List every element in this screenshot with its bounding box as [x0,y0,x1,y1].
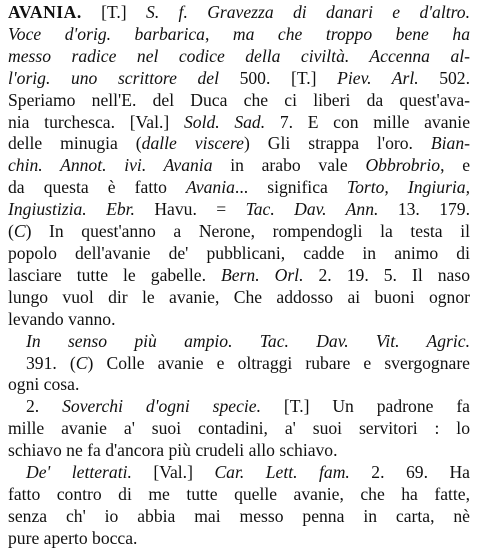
entry-text: levando vanno. [8,308,116,329]
entry-text: [T.] Un padrone fa [261,396,470,417]
entry-text: mille avanie a' suoi contadini, a' suoi servitori : lo [8,418,470,439]
italic-text: Bern. Orl. [221,264,304,285]
entry-text: 13. 179. [378,199,470,220]
entry-text: 7. E con mille avanie [265,111,471,132]
entry-text: [Val.] [131,462,215,483]
italic-text: Obbrobrio [365,155,441,176]
entry-text: , [204,23,233,44]
entry-text: delle minugia ( [8,133,142,154]
entry-text: schiavo ne fa d'ancora più crudeli allo schiavo. [8,440,338,461]
italic-text: l'orig. uno scrittore del [8,67,219,88]
italic-text: De' letterati. [26,462,132,483]
entry-text: Havu. = [134,199,246,220]
italic-text: dalle viscere [141,133,244,154]
entry-text: 502. [418,67,471,88]
entry-line [8,24,470,46]
italic-text: ma che troppo bene ha [232,23,470,44]
italic-text: Soverchi d'ogni specie. [62,396,261,417]
entry-text: lungo vuol dir le avanie, Che addosso ai buoni ognor [8,286,470,307]
entry-text: pure aperto bocca. [8,527,138,548]
entry-line [8,309,470,331]
entry-text: 2. 19. 5. Il naso [303,264,470,285]
entry-line [8,243,470,265]
entry-line [8,177,470,199]
italic-text: Avania [186,177,235,198]
italic-text: Torto, Ingiuria, [346,177,470,198]
headword: AVANIA. [8,2,82,22]
italic-text: Sold. Sad. [183,111,266,132]
entry-text: 391. ( [26,352,76,373]
entry-line [8,353,470,375]
dictionary-entry [8,2,470,550]
entry-text: in arabo vale [212,155,366,176]
italic-text: C [13,221,26,242]
entry-text: fatto contro di me tutte quelle avanie, che ha fatte, [8,483,470,504]
italic-text: Tac. Dav. Ann. [245,199,379,220]
entry-text: ogni cosa. [8,374,80,395]
entry-line [8,418,470,440]
entry-text: ( [8,221,14,242]
italic-text: Piev. Arl. [337,67,419,88]
entry-line [8,112,470,134]
entry-line [8,287,470,309]
entry-line [8,155,470,177]
entry-text: ) Gli strappa l'oro. [243,133,431,154]
entry-text: lasciare tutte le gabelle. [8,264,221,285]
italic-text: chin. Annot. ivi. Avania [8,155,213,176]
entry-line [8,46,470,68]
entry-line [8,462,470,484]
italic-text: Voce d'orig. barbarica [8,23,205,44]
entry-line [8,221,470,243]
entry-line [8,133,470,155]
entry-text: popolo dell'avanie de' pubblicani, cadde in animo di [8,242,470,263]
italic-text: Ingiustizia. Ebr. [8,199,135,220]
entry-line [8,396,470,418]
entry-text: 500. [T.] [219,67,338,88]
italic-text: S. f. Gravezza di danari e d'altro. [146,2,470,22]
entry-line [8,199,470,221]
entry-text: [T.] [81,2,147,22]
italic-text: Bian- [430,133,470,154]
entry-text: senza ch' io abbia mai messo penna in carta, nè [8,505,470,526]
entry-text: ) In quest'anno a Nerone, rompendogli la testa il [25,221,470,242]
entry-line [8,2,470,24]
entry-text: ) Colle avanie e oltraggi rubare e svergognare [87,352,470,373]
entry-line [8,265,470,287]
entry-text: 2. 69. Ha [349,462,470,483]
entry-text: da questa è fatto [8,177,187,198]
entry-line [8,68,470,90]
entry-text: nia turchesca. [Val.] [8,111,184,132]
entry-line [8,528,470,550]
entry-text: 2. [26,396,63,417]
italic-text: C [75,352,88,373]
entry-line [8,90,470,112]
italic-text: messo radice nel codice della civiltà. Accenna al- [8,45,470,66]
italic-text: In senso più ampio. Tac. Dav. Vit. Agric. [26,330,470,351]
entry-text: ... significa [234,177,347,198]
entry-line [8,484,470,506]
entry-line [8,506,470,528]
entry-text: , e [440,155,471,176]
entry-line [8,331,470,353]
italic-text: Car. Lett. fam. [214,462,350,483]
entry-line [8,440,470,462]
entry-text: Speriamo nell'E. del Duca che ci liberi da quest'ava- [8,89,470,110]
entry-line [8,374,470,396]
